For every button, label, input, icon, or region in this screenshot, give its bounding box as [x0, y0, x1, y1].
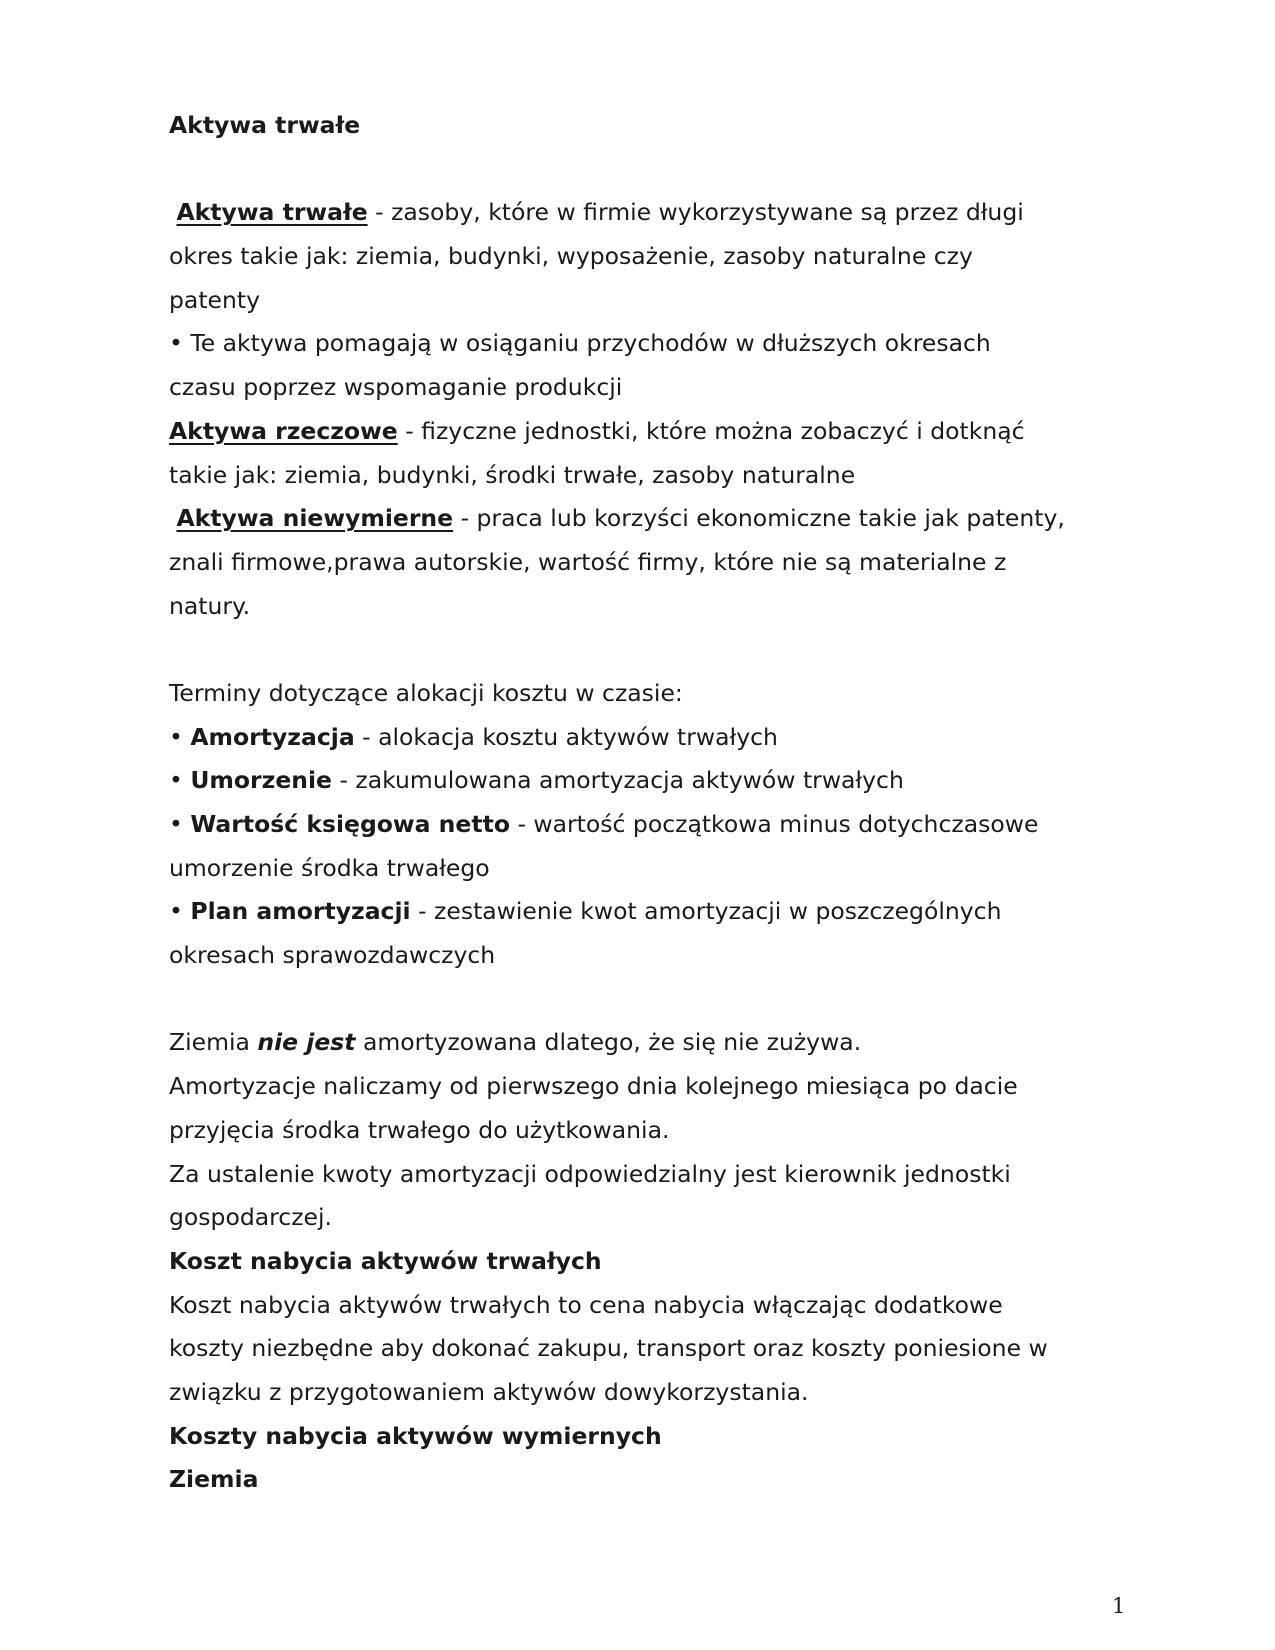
paragraph-line: natury. [169, 591, 251, 620]
term-umorzenie: Umorzenie [190, 766, 332, 795]
spacer [169, 978, 1129, 1022]
bullet-item: • Plan amortyzacji - zestawienie kwot amortyzacji w poszczególnych [169, 897, 1002, 926]
paragraph-line: okres takie jak: ziemia, budynki, wyposażenie, zasoby naturalne czy [169, 242, 973, 271]
spacer [169, 628, 1129, 672]
paragraph-line: okresach sprawozdawczych [169, 941, 496, 970]
paragraph-line: znali firmowe,prawa autorskie, wartość firmy, które nie są materialne z [169, 547, 1007, 576]
paragraph-line: Amortyzacje naliczamy od pierwszego dnia kolejnego miesiąca po dacie [169, 1072, 1018, 1101]
term-aktywa-niewymierne: Aktywa niewymierne [176, 504, 454, 533]
paragraph-line: patenty [169, 285, 261, 314]
document-title: Aktywa trwałe [169, 111, 361, 139]
bullet-item: • Amortyzacja - alokacja kosztu aktywów trwałych [169, 722, 778, 751]
paragraph-line: koszty niezbędne aby dokonać zakupu, transport oraz koszty poniesione w [169, 1334, 1048, 1363]
paragraph-line: takie jak: ziemia, budynki, środki trwałe, zasoby naturalne [169, 460, 856, 489]
paragraph-line: umorzenie środka trwałego [169, 853, 490, 882]
bullet-item: • Te aktywa pomagają w osiąganiu przychodów w dłuższych okresach [169, 329, 991, 358]
paragraph-ziemia: Ziemia nie jest amortyzowana dlatego, że się nie zużywa. [169, 1028, 862, 1057]
section-heading: Ziemia [169, 1465, 259, 1494]
emphasis-nie-jest: nie jest [257, 1028, 356, 1057]
term-aktywa-rzeczowe: Aktywa rzeczowe [169, 416, 398, 445]
paragraph-line: Za ustalenie kwoty amortyzacji odpowiedzialny jest kierownik jednostki [169, 1159, 1011, 1188]
paragraph-line: czasu poprzez wspomaganie produkcji [169, 373, 623, 402]
term-wartosc-ksiegowa-netto: Wartość księgowa netto [190, 810, 510, 838]
definition-aktywa-rzeczowe: Aktywa rzeczowe - fizyczne jednostki, które można zobaczyć i dotknąć [169, 416, 1025, 445]
section-heading: Koszt nabycia aktywów trwałych [169, 1246, 602, 1275]
bullet-item: • Umorzenie - zakumulowana amortyzacja aktywów trwałych [169, 766, 904, 795]
page-number: 1 [1112, 1594, 1126, 1618]
paragraph-line: gospodarczej. [169, 1203, 333, 1232]
paragraph-line: przyjęcia środka trwałego do użytkowania. [169, 1115, 670, 1144]
section-heading: Koszty nabycia aktywów wymiernych [169, 1421, 662, 1450]
document-body [169, 104, 1129, 1502]
definition-aktywa-trwale: Aktywa trwałe - zasoby, które w firmie wykorzystywane są przez długi [176, 198, 1024, 227]
paragraph-line: Koszt nabycia aktywów trwałych to cena nabycia włączając dodatkowe [169, 1290, 1003, 1319]
definition-aktywa-niewymierne: Aktywa niewymierne - praca lub korzyści ekonomiczne takie jak patenty, [176, 504, 1065, 533]
term-aktywa-trwale: Aktywa trwałe [176, 198, 368, 227]
terms-heading: Terminy dotyczące alokacji kosztu w czasie: [169, 678, 683, 707]
term-amortyzacja: Amortyzacja [190, 722, 355, 751]
spacer [169, 148, 1129, 192]
paragraph-line: związku z przygotowaniem aktywów dowykorzystania. [169, 1377, 809, 1406]
term-plan-amortyzacji: Plan amortyzacji [190, 897, 411, 926]
bullet-item: • Wartość księgowa netto - wartość początkowa minus dotychczasowe [169, 810, 1039, 838]
